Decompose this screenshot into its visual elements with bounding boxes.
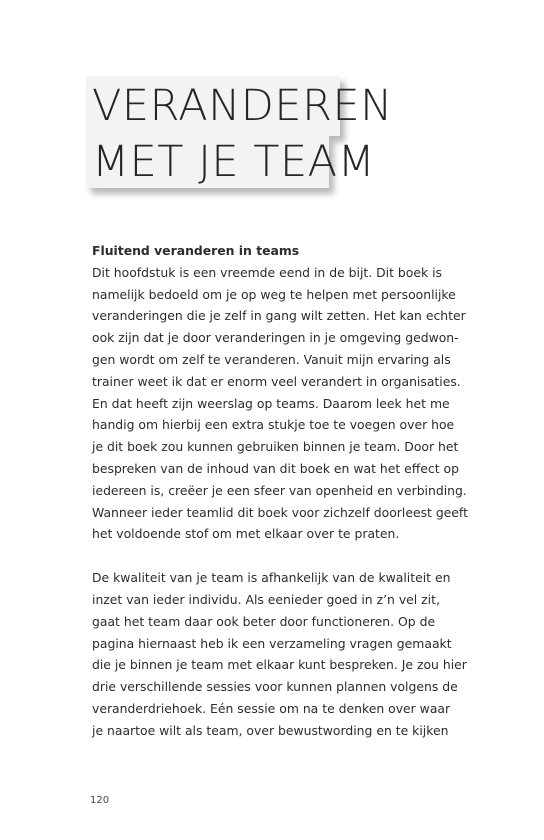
text-line: bespreken van de inhoud van dit boek en wat het effect op	[92, 460, 459, 476]
text-line: En dat heeft zijn weerslag op teams. Daarom leek het me	[92, 395, 450, 411]
chapter-title-line-2: MET JE TEAM	[86, 136, 329, 188]
text-line: namelijk bedoeld om je op weg te helpen met persoonlijke	[92, 286, 456, 302]
text-line: handig om hierbij een extra stukje toe te voegen over hoe	[92, 417, 455, 433]
text-line: ook zijn dat je door veranderingen in je omgeving gedwon-	[92, 330, 459, 346]
paragraph-spacer	[92, 545, 472, 567]
text-line: drie verschillende sessies voor kunnen plannen volgens de	[92, 679, 458, 695]
text-line: je dit boek zou kunnen gebruiken binnen je team. Door het	[92, 439, 459, 455]
text-line: het voldoende stof om met elkaar over te praten.	[92, 526, 400, 542]
page-number: 120	[90, 795, 110, 806]
section-heading: Fluitend veranderen in teams	[92, 243, 300, 258]
text-line: trainer weet ik dat er enorm veel verandert in organisaties.	[92, 373, 461, 389]
text-line: veranderdriehoek. Eén sessie om na te denken over waar	[92, 700, 451, 716]
text-line: iedereen is, creëer je een sfeer van openheid en verbinding.	[92, 482, 467, 498]
chapter-title-line-1: VERANDEREN	[86, 76, 340, 136]
body-text	[92, 240, 472, 742]
text-line: pagina hiernaast heb ik een verzameling vragen gemaakt	[92, 635, 452, 651]
text-line: gen wordt om zelf te veranderen. Vanuit mijn ervaring als	[92, 351, 451, 367]
text-line: inzet van ieder individu. Als eenieder goed in z’n vel zit,	[92, 591, 440, 607]
text-line: De kwaliteit van je team is afhankelijk van de kwaliteit en	[92, 570, 451, 586]
text-line: Wanneer ieder teamlid dit boek voor zichzelf doorleest geeft	[92, 504, 468, 520]
text-line: veranderingen die je zelf in gang wilt zetten. Het kan echter	[92, 308, 466, 324]
text-line: gaat het team daar ook beter door functioneren. Op de	[92, 613, 436, 629]
text-line: die je binnen je team met elkaar kunt bespreken. Je zou hier	[92, 657, 467, 673]
text-line: je naartoe wilt als team, over bewustwording en te kijken	[92, 722, 449, 738]
text-line: Dit hoofdstuk is een vreemde eend in de bijt. Dit boek is	[92, 264, 442, 280]
